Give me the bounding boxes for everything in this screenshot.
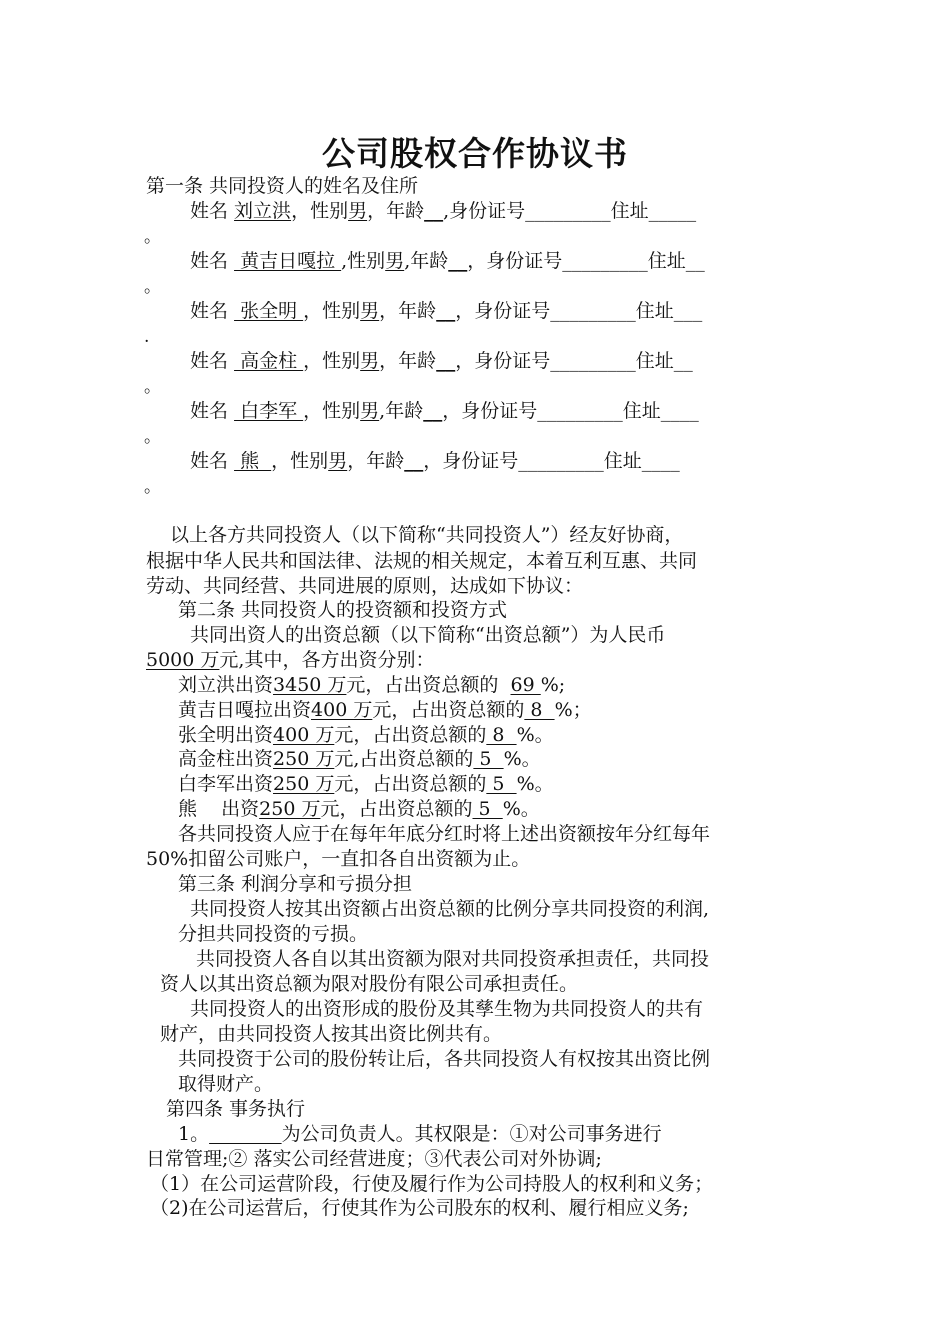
investor-address: 住址__ [647,250,705,272]
investor-name: 高金柱 [234,350,304,372]
article-3-line-2: 分担共同投资的亏损。 [178,923,369,945]
label: 元，占出资总额的 [372,699,525,721]
article-3-line-1: 共同投资人按其出资额占出资总额的比例分享共同投资的利润, [190,898,710,920]
line-end-mark: . [144,327,150,347]
investor-line [190,399,699,423]
total-amount: 5000 万 [146,649,220,671]
line-end-mark: 。 [144,427,161,447]
investor-id-blank: _________ [562,250,648,272]
investor-line [190,449,680,473]
label: 元，占出资总额的 [334,724,487,746]
label: ，年龄 [379,350,437,372]
contributor-name: 黄吉日嘎拉出资 [178,699,312,721]
contribution-line [178,698,592,722]
label: %； [554,699,592,721]
label: ,性别 [341,250,386,272]
contribution-line [178,797,540,821]
label: ，性别 [291,200,349,222]
label: 姓名 [190,400,235,422]
label: ,年龄 [379,400,424,422]
investor-age: __ [404,450,424,472]
label: ,身份证号 [443,200,526,222]
contribution-amount: 400 万 [273,724,335,746]
article-3-line-7: 共同投资于公司的股份转让后，各共同投资人有权按其出资比例 [178,1048,711,1070]
investor-name: 张全明 [234,300,304,322]
investor-age: __ [436,350,456,372]
preamble-line-3: 劳动、共同经营、共同进展的原则，达成如下协议： [146,575,584,597]
investor-age: __ [423,400,443,422]
label: 元，占出资总额的 [334,773,487,795]
label: ，身份证号 [467,250,563,272]
investor-id-blank: _________ [525,200,611,222]
label: 元，占出资总额的 [346,674,511,696]
article-3-line-8: 取得财产。 [178,1073,274,1095]
contributor-name: 熊 出资 [178,798,260,820]
preamble-line-2: 根据中华人民共和国法律、法规的相关规定，本着互利互惠、共同 [146,550,698,572]
label: %。 [516,724,554,746]
investor-address: 住址_____ [610,200,697,222]
investor-address: 住址___ [635,300,703,322]
contributor-name: 张全明出资 [178,724,274,746]
label: ，性别 [303,300,361,322]
contribution-line [178,723,554,747]
contribution-line [178,747,541,771]
contribution-percent: 5 [473,748,504,770]
label: 姓名 [190,300,235,322]
contribution-percent: 5 [472,798,503,820]
label: %。 [516,773,554,795]
contribution-line [178,673,565,697]
contributor-name: 高金柱出资 [178,748,274,770]
investor-line [190,299,702,323]
line-end-mark: 。 [144,477,161,497]
investor-gender: 男 [360,350,380,372]
article-3-line-5: 共同投资人的出资形成的股份及其孳生物为共同投资人的共有 [190,998,704,1020]
article-3-line-6: 财产，由共同投资人按其出资比例共有。 [160,1023,503,1045]
investor-gender: 男 [360,400,380,422]
contribution-line [178,772,554,796]
investor-gender: 男 [328,450,348,472]
article-4-sub-2: （2)在公司运营后，行使其作为公司股东的权利、履行相应义务; [150,1197,689,1219]
label: 姓名 [190,250,235,272]
investor-gender: 男 [348,200,368,222]
label: ，身份证号 [423,450,519,472]
investor-gender: 男 [360,300,380,322]
investor-age: __ [424,200,444,222]
line-end-mark: 。 [144,377,161,397]
investor-address: 住址____ [603,450,680,472]
label: 姓名 [190,350,235,372]
investor-name: 白李军 [234,400,304,422]
investor-id-blank: _________ [550,350,636,372]
contribution-amount: 400 万 [311,699,373,721]
retention-line-1: 各共同投资人应于在每年年底分红时将上述出资额按年分红每年 [178,823,711,845]
contribution-amount: 250 万 [273,748,335,770]
line-end-mark: 。 [144,227,161,247]
contribution-amount: 250 万 [273,773,335,795]
investor-line [190,249,705,273]
label: ，身份证号 [442,400,538,422]
total-investment-amount-line: 5000 万元,其中，各方出资分别： [146,649,435,671]
contribution-amount: 3450 万 [273,674,347,696]
label: %; [540,674,566,696]
article-4-heading: 第四条 事务执行 [166,1098,306,1120]
investor-gender: 男 [385,250,405,272]
article-1-heading: 第一条 共同投资人的姓名及住所 [146,175,419,197]
label: ，性别 [303,400,361,422]
label: ，身份证号 [455,350,551,372]
label: 元，占出资总额的 [320,798,473,820]
contribution-amount: 250 万 [259,798,321,820]
label: ，性别 [303,350,361,372]
article-3-line-4: 资人以其出资总额为限对股份有限公司承担责任。 [160,973,579,995]
label: 元,占出资总额的 [334,748,474,770]
label: 姓名 [190,450,235,472]
contribution-percent: 5 [486,773,517,795]
contributor-name: 白李军出资 [178,773,274,795]
article-3-line-3: 共同投资人各自以其出资额为限对共同投资承担责任，共同投 [196,948,710,970]
line-end-mark: 。 [144,277,161,297]
investor-address: 住址____ [622,400,699,422]
investor-name: 刘立洪 [234,200,292,222]
contributor-name: 刘立洪出资 [178,674,274,696]
label: ，身份证号 [455,300,551,322]
investor-age: __ [448,250,468,272]
investor-age: __ [436,300,456,322]
label: ，年龄 [347,450,405,472]
responsible-person-blank [209,1123,281,1145]
article-4-item-1-line-2: 日常管理;② 落实公司经营进度；③代表公司对外协调; [146,1148,602,1170]
investor-name: 熊 [234,450,272,472]
label: ,年龄 [404,250,449,272]
investor-id-blank: _________ [550,300,636,322]
article-4-item-1: 1。 为公司负责人。其权限是：①对公司事务进行 [178,1123,662,1145]
investor-name: 黄吉日嘎拉 [234,250,342,272]
investor-address: 住址__ [635,350,693,372]
preamble-line-1: 以上各方共同投资人（以下简称“共同投资人”）经友好协商， [170,524,684,546]
contribution-percent: 8 [524,699,555,721]
investor-id-blank: _________ [518,450,604,472]
article-3-heading: 第三条 利润分享和亏损分担 [178,873,413,895]
investor-id-blank: _________ [537,400,623,422]
total-investment-line: 共同出资人的出资总额（以下简称“出资总额”）为人民币 [190,624,666,646]
contribution-percent: 8 [486,724,517,746]
label: %。 [502,798,540,820]
document-title: 公司股权合作协议书 [322,134,628,173]
investor-line [190,199,696,223]
article-2-heading: 第二条 共同投资人的投资额和投资方式 [178,599,508,621]
label: ，性别 [271,450,329,472]
retention-line-2: 50%扣留公司账户，一直扣各自出资额为止。 [146,848,531,870]
investor-line [190,349,693,373]
label: %。 [503,748,541,770]
label: ，年龄 [367,200,425,222]
article-4-sub-1: （1）在公司运营阶段，行使及履行作为公司持股人的权利和义务； [150,1173,714,1195]
label: 姓名 [190,200,235,222]
label: ，年龄 [379,300,437,322]
contribution-percent: 69 [510,674,541,696]
